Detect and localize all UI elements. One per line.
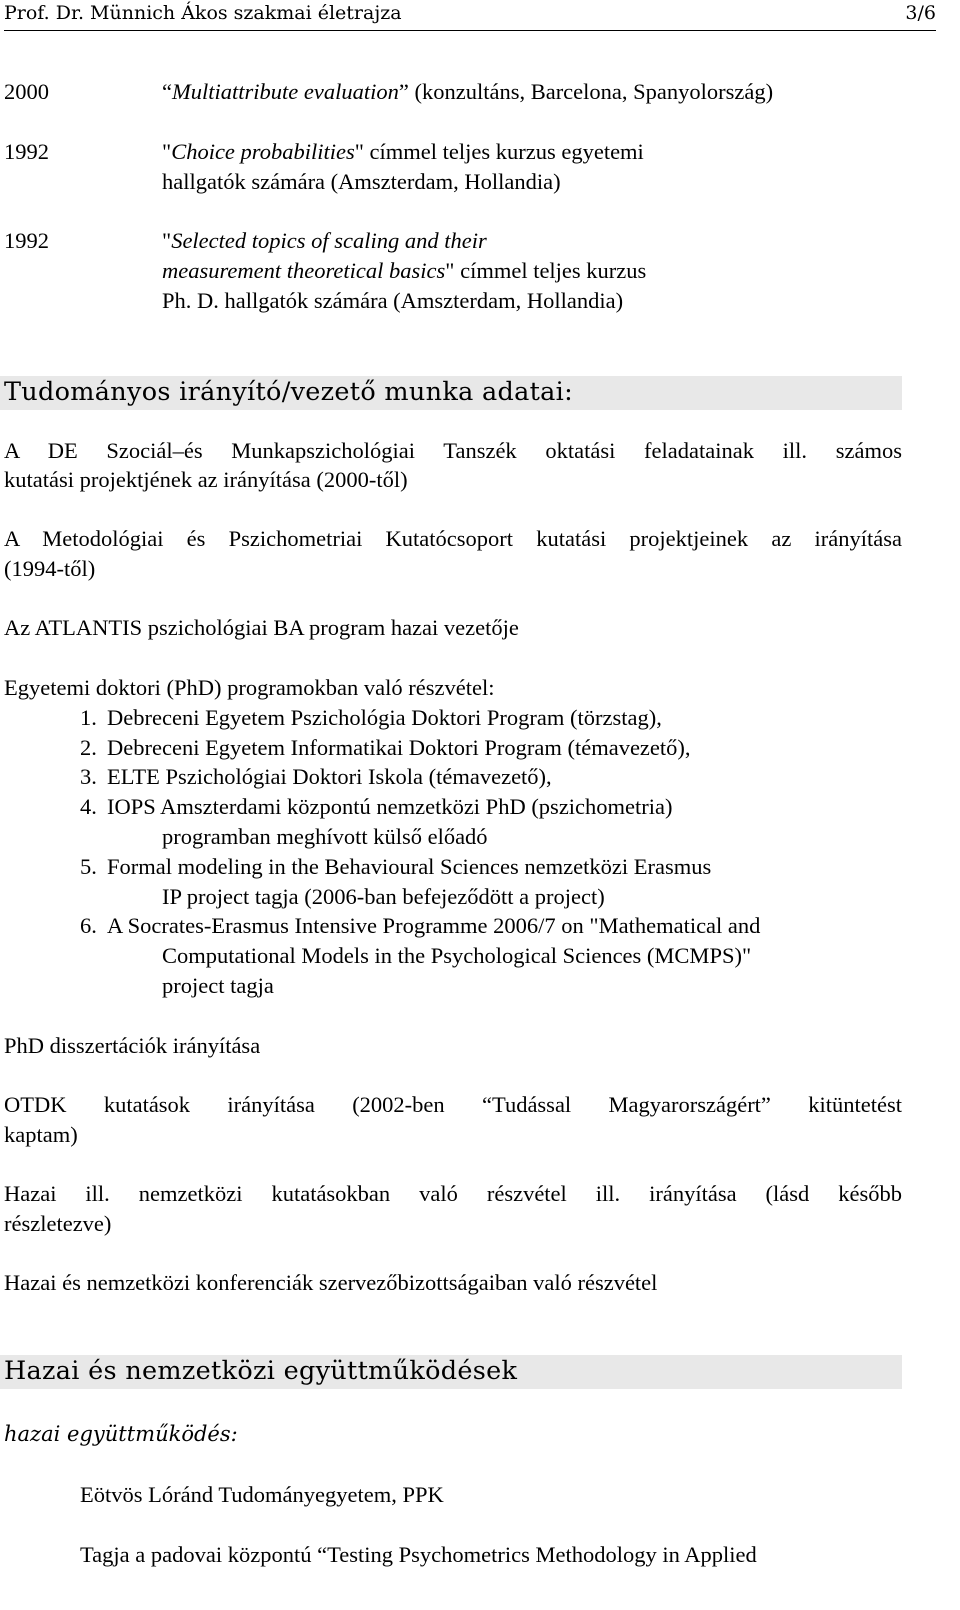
paragraph-line: Az ATLANTIS pszichológiai BA program hazai vezetője [4, 615, 519, 640]
paragraph-line: kutatási projektjének az irányítása (2000-től) [4, 467, 408, 492]
paragraph-line: kaptam) [4, 1122, 78, 1147]
course-year: 2000 [4, 79, 49, 104]
course-line: hallgatók számára (Amszterdam, Hollandia) [162, 169, 561, 194]
paragraph-line: részletezve) [4, 1211, 112, 1236]
course-line: "Choice probabilities" címmel teljes kurzus egyetemi [162, 139, 644, 164]
section-heading: Hazai és nemzetközi együttműködések [4, 1356, 518, 1386]
course-year: 1992 [4, 228, 49, 253]
list-item-cont: IP project tagja (2006-ban befejeződött a project) [162, 884, 605, 909]
paragraph-line: Hazai ill. nemzetközi kutatásokban való részvétel ill. irányítása (lásd később [4, 1181, 902, 1206]
header-title: Prof. Dr. Münnich Ákos szakmai életrajza [4, 2, 402, 24]
section-heading-band [0, 376, 902, 410]
paragraph-line: Tagja a padovai központú “Testing Psychometrics Methodology in Applied [80, 1542, 757, 1567]
paragraph-line: (1994-től) [4, 556, 96, 581]
phd-intro: Egyetemi doktori (PhD) programokban való részvétel: [4, 675, 495, 700]
page-number: 3/6 [905, 2, 936, 24]
section-heading: Tudományos irányító/vezető munka adatai: [4, 377, 574, 407]
paragraph-line: Eötvös Lóránd Tudományegyetem, PPK [80, 1482, 444, 1507]
course-line: Ph. D. hallgatók számára (Amszterdam, Hollandia) [162, 288, 624, 313]
paragraph-line: OTDK kutatások irányítása (2002-ben “Tudással Magyarországért” kitüntetést [4, 1092, 902, 1117]
course-year: 1992 [4, 139, 49, 164]
list-item-cont: Computational Models in the Psychological Sciences (MCMPS)" [162, 943, 752, 968]
section-heading-band [0, 1355, 902, 1389]
course-line: "Selected topics of scaling and their [162, 228, 487, 253]
paragraph-line: Hazai és nemzetközi konferenciák szervezőbizottságaiban való részvétel [4, 1270, 658, 1295]
list-item-cont: programban meghívott külső előadó [162, 824, 488, 849]
course-line: measurement theoretical basics" címmel teljes kurzus [162, 258, 647, 283]
paragraph-line: A Metodológiai és Pszichometriai Kutatócsoport kutatási projektjeinek az irányítása [4, 526, 902, 551]
page-header [4, 0, 936, 31]
subheading: hazai együttműködés: [4, 1422, 238, 1446]
paragraph-line: A DE Szociál–és Munkapszichológiai Tanszék oktatási feladatainak ill. számos [4, 438, 902, 463]
list-item-cont: project tagja [162, 973, 274, 998]
course-line: “Multiattribute evaluation” (konzultáns, Barcelona, Spanyolország) [162, 79, 774, 104]
paragraph-line: PhD disszertációk irányítása [4, 1033, 261, 1058]
